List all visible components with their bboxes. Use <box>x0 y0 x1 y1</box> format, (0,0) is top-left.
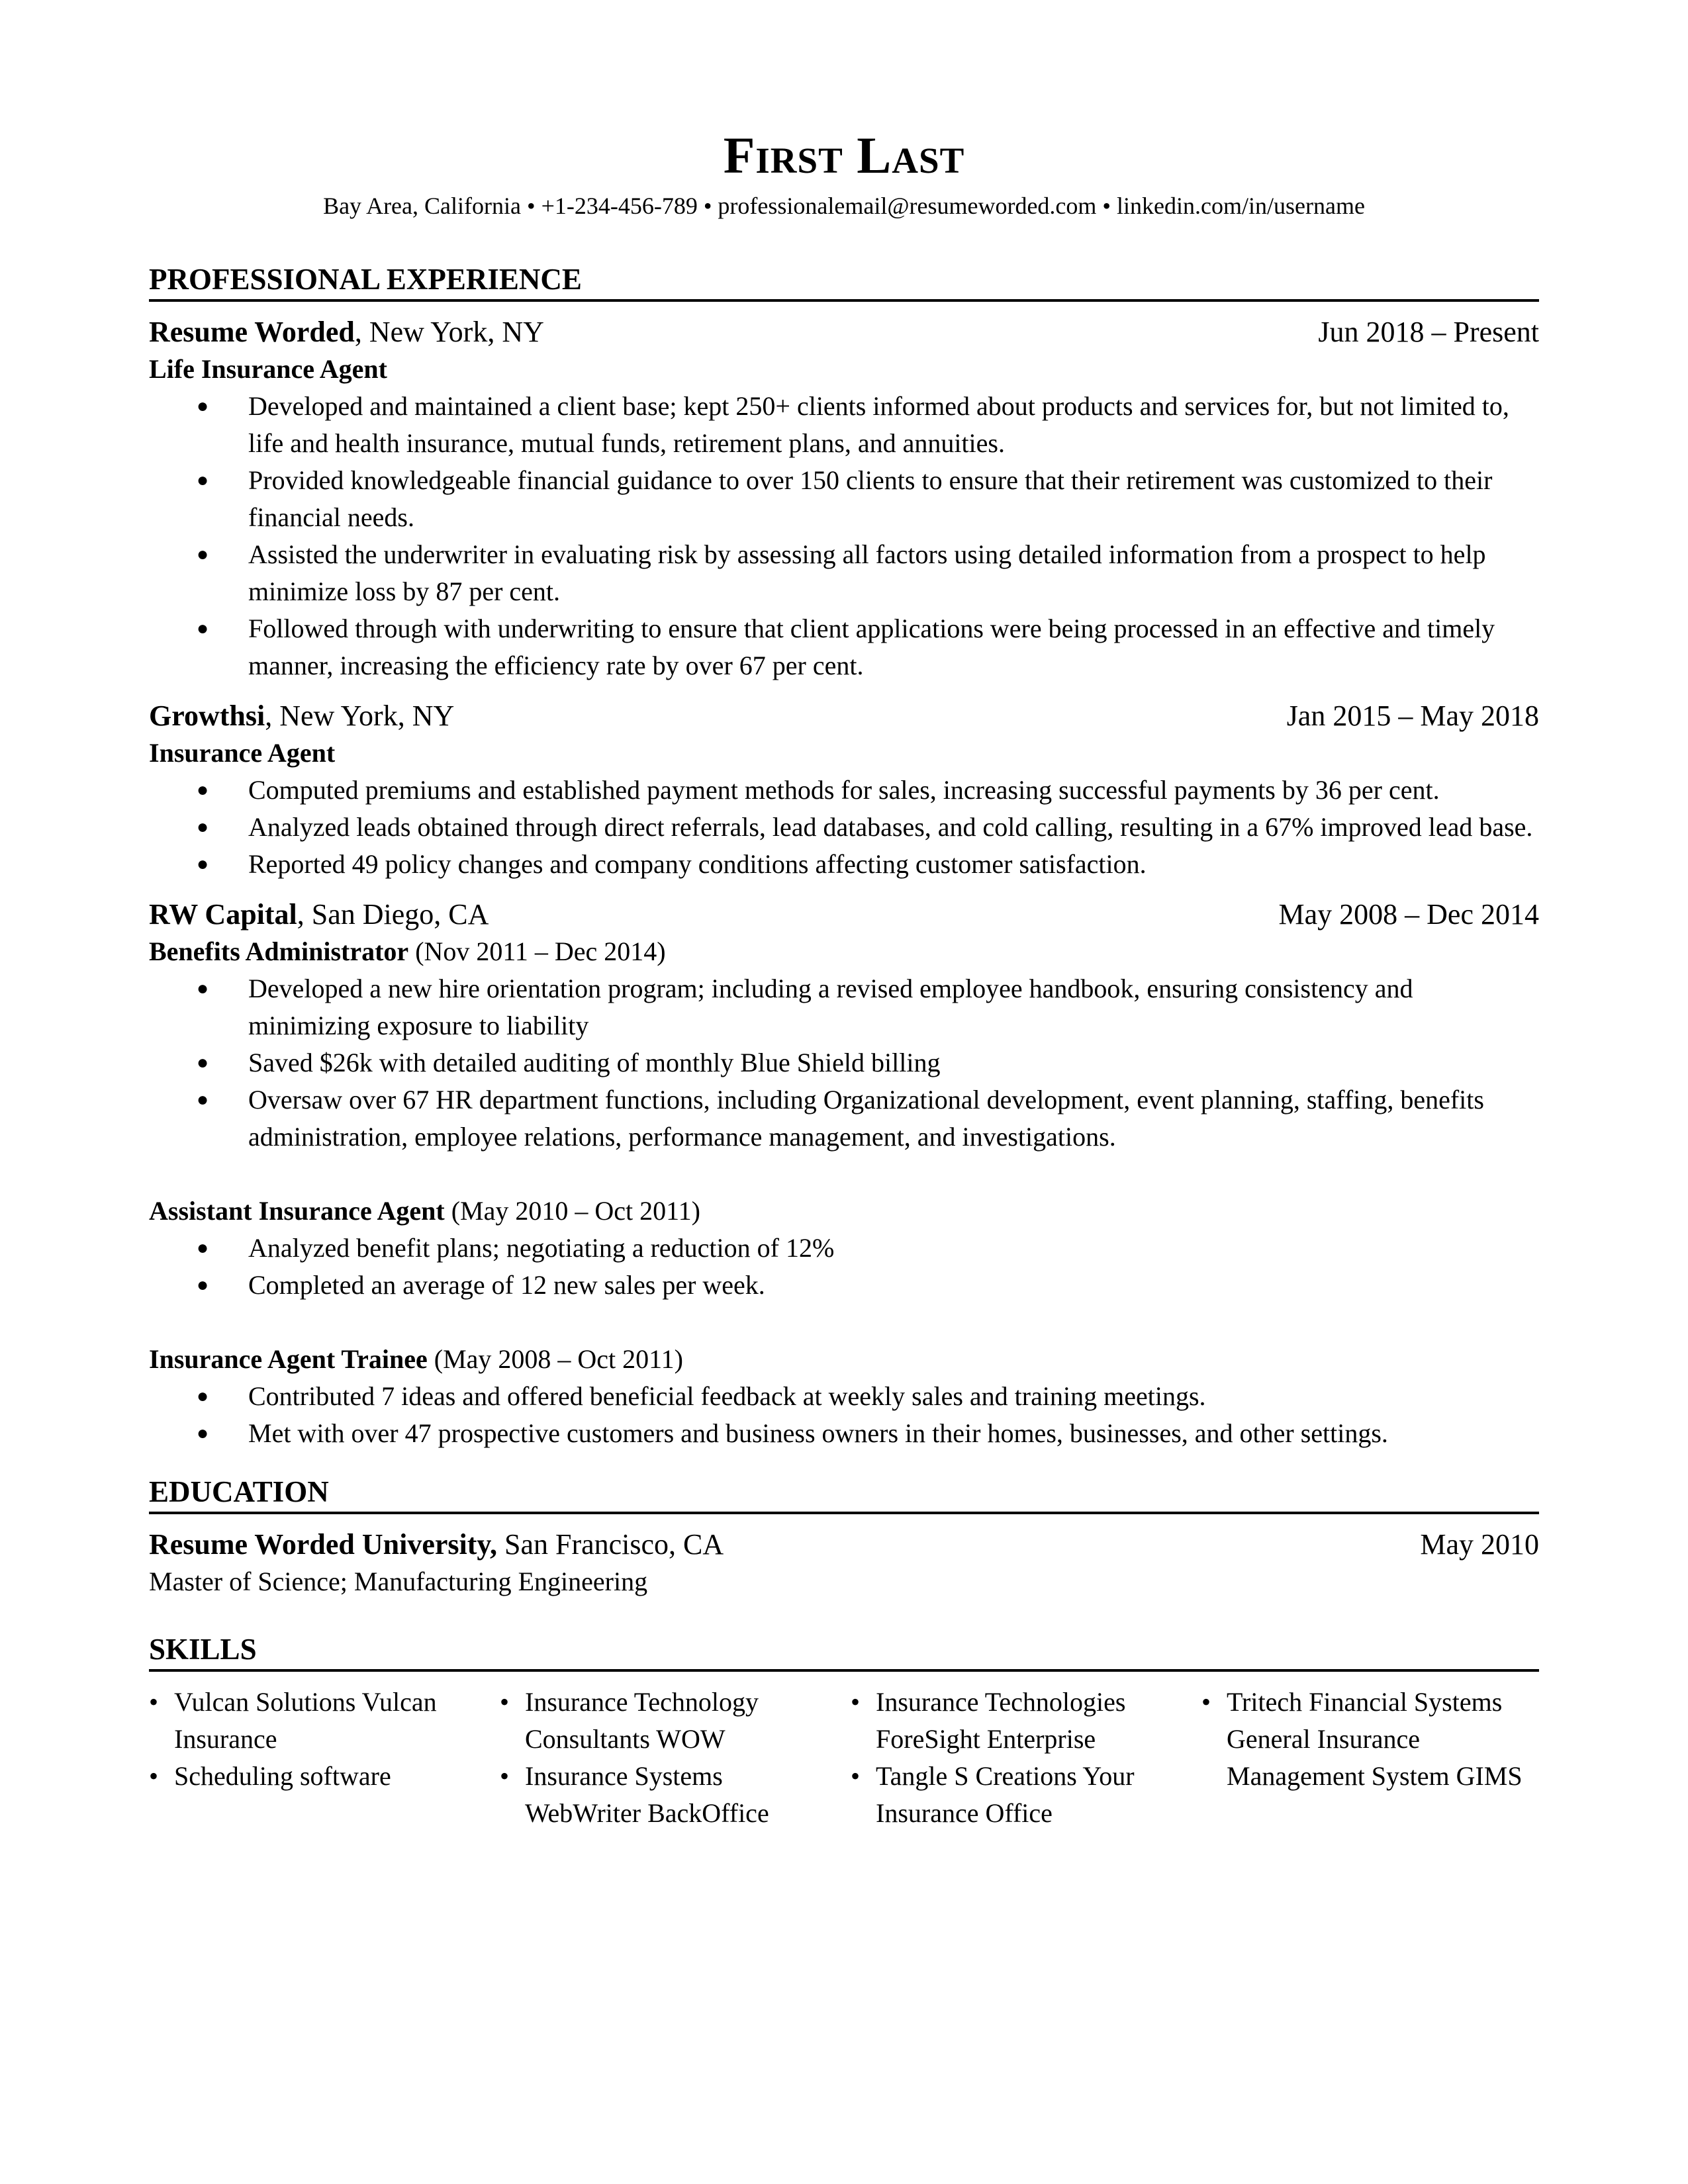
role-title: Insurance Agent <box>149 738 336 768</box>
job-header <box>149 314 1539 351</box>
achievement-bullet: ● Developed a new hire orientation program; including a revised employee handbook, ensuring consistency and minimizing exposure to liability <box>149 970 1539 1044</box>
job-company-line <box>149 698 454 735</box>
achievement-bullet: ● Reported 49 policy changes and company conditions affecting customer satisfaction. <box>149 846 1539 883</box>
role-period: (May 2008 – Oct 2011) <box>427 1344 683 1374</box>
role-block <box>149 933 1539 1156</box>
skills-column <box>500 1684 837 1832</box>
skill-item: • Insurance Technologies ForeSight Enterprise <box>851 1684 1188 1758</box>
job-dates: Jun 2018 – Present <box>1318 316 1539 348</box>
role-block <box>149 735 1539 883</box>
achievement-bullet: ● Analyzed benefit plans; negotiating a reduction of 12% <box>149 1230 1539 1267</box>
company-name: Resume Worded <box>149 316 355 348</box>
job-header <box>149 896 1539 933</box>
role-title: Benefits Administrator <box>149 936 409 966</box>
skill-item: • Vulcan Solutions Vulcan Insurance <box>149 1684 487 1758</box>
experience-list <box>149 314 1539 1452</box>
candidate-name: First Last <box>723 126 965 184</box>
role-line <box>149 933 1539 970</box>
company-location: , New York, NY <box>354 316 544 348</box>
school-name: Resume Worded University, <box>149 1528 497 1561</box>
company-location: , San Diego, CA <box>297 898 489 931</box>
job-dates: Jan 2015 – May 2018 <box>1286 700 1539 732</box>
role-line <box>149 1341 1539 1378</box>
achievement-bullet: ● Oversaw over 67 HR department functions, including Organizational development, event planning, staffing, benefits administration, employee relations, performance management, and investigations. <box>149 1081 1539 1156</box>
skills-list <box>851 1684 1188 1832</box>
role-title: Life Insurance Agent <box>149 354 387 384</box>
job-entry <box>149 698 1539 883</box>
achievement-bullet: ● Assisted the underwriter in evaluating risk by assessing all factors using detailed information from a prospect to help minimize loss by 87 per cent. <box>149 536 1539 610</box>
achievement-bullet: ● Computed premiums and established payment methods for sales, increasing successful payments by 36 per cent. <box>149 772 1539 809</box>
role-period: (Nov 2011 – Dec 2014) <box>408 936 666 966</box>
section-title-experience: PROFESSIONAL EXPERIENCE <box>149 261 1539 302</box>
section-title-skills: SKILLS <box>149 1631 1539 1672</box>
role-line <box>149 735 1539 772</box>
education-date: May 2010 <box>1420 1528 1539 1561</box>
skill-item: • Scheduling software <box>149 1758 487 1795</box>
company-name: RW Capital <box>149 898 297 931</box>
role-period: (May 2010 – Oct 2011) <box>444 1196 700 1226</box>
skills-column <box>1201 1684 1539 1832</box>
education-school-line <box>149 1526 724 1563</box>
school-location: San Francisco, CA <box>496 1528 724 1561</box>
job-entry <box>149 314 1539 684</box>
job-entry <box>149 896 1539 1452</box>
role-block <box>149 1341 1539 1452</box>
achievement-bullet: ● Saved $26k with detailed auditing of monthly Blue Shield billing <box>149 1044 1539 1081</box>
achievement-bullet: ● Developed and maintained a client base; kept 250+ clients informed about products and services for, but not limited to, life and health insurance, mutual funds, retirement plans, and annuities. <box>149 388 1539 462</box>
role-block <box>149 351 1539 684</box>
job-dates: May 2008 – Dec 2014 <box>1278 898 1539 931</box>
achievement-bullet: ● Provided knowledgeable financial guidance to over 150 clients to ensure that their retirement was customized to their financial needs. <box>149 462 1539 536</box>
job-header <box>149 698 1539 735</box>
section-title-education: EDUCATION <box>149 1473 1539 1514</box>
skill-item: • Tritech Financial Systems General Insurance Management System GIMS <box>1201 1684 1539 1795</box>
education-degree: Master of Science; Manufacturing Engineering <box>149 1567 648 1596</box>
company-name: Growthsi <box>149 700 265 732</box>
resume-page <box>149 126 1539 1832</box>
skills-list <box>149 1684 487 1795</box>
achievement-list <box>149 1230 1539 1304</box>
contact-line: Bay Area, California • +1-234-456-789 • professionalemail@resumeworded.com • linkedin.com/in/username <box>323 193 1365 219</box>
achievement-bullet: ● Met with over 47 prospective customers and business owners in their homes, businesses, and other settings. <box>149 1415 1539 1452</box>
achievement-list <box>149 970 1539 1156</box>
achievement-bullet: ● Completed an average of 12 new sales per week. <box>149 1267 1539 1304</box>
role-line <box>149 351 1539 388</box>
skill-item: • Tangle S Creations Your Insurance Office <box>851 1758 1188 1832</box>
achievement-bullet: ● Analyzed leads obtained through direct referrals, lead databases, and cold calling, resulting in a 67% improved lead base. <box>149 809 1539 846</box>
role-title: Insurance Agent Trainee <box>149 1344 428 1374</box>
skill-item: • Insurance Systems WebWriter BackOffice <box>500 1758 837 1832</box>
achievement-bullet: ● Contributed 7 ideas and offered beneficial feedback at weekly sales and training meetings. <box>149 1378 1539 1415</box>
job-company-line <box>149 314 544 351</box>
skills-list <box>1201 1684 1539 1795</box>
job-company-line <box>149 896 489 933</box>
role-line <box>149 1193 1539 1230</box>
skills-column <box>149 1684 487 1832</box>
skill-item: • Insurance Technology Consultants WOW <box>500 1684 837 1758</box>
achievement-list <box>149 388 1539 684</box>
achievement-bullet: ● Followed through with underwriting to ensure that client applications were being processed in an effective and timely manner, increasing the efficiency rate by over 67 per cent. <box>149 610 1539 684</box>
company-location: , New York, NY <box>265 700 455 732</box>
achievement-list <box>149 772 1539 883</box>
achievement-list <box>149 1378 1539 1452</box>
skills-grid <box>149 1684 1539 1832</box>
role-title: Assistant Insurance Agent <box>149 1196 445 1226</box>
role-block <box>149 1193 1539 1304</box>
education-entry <box>149 1526 1539 1563</box>
skills-list <box>500 1684 837 1832</box>
skills-column <box>851 1684 1188 1832</box>
